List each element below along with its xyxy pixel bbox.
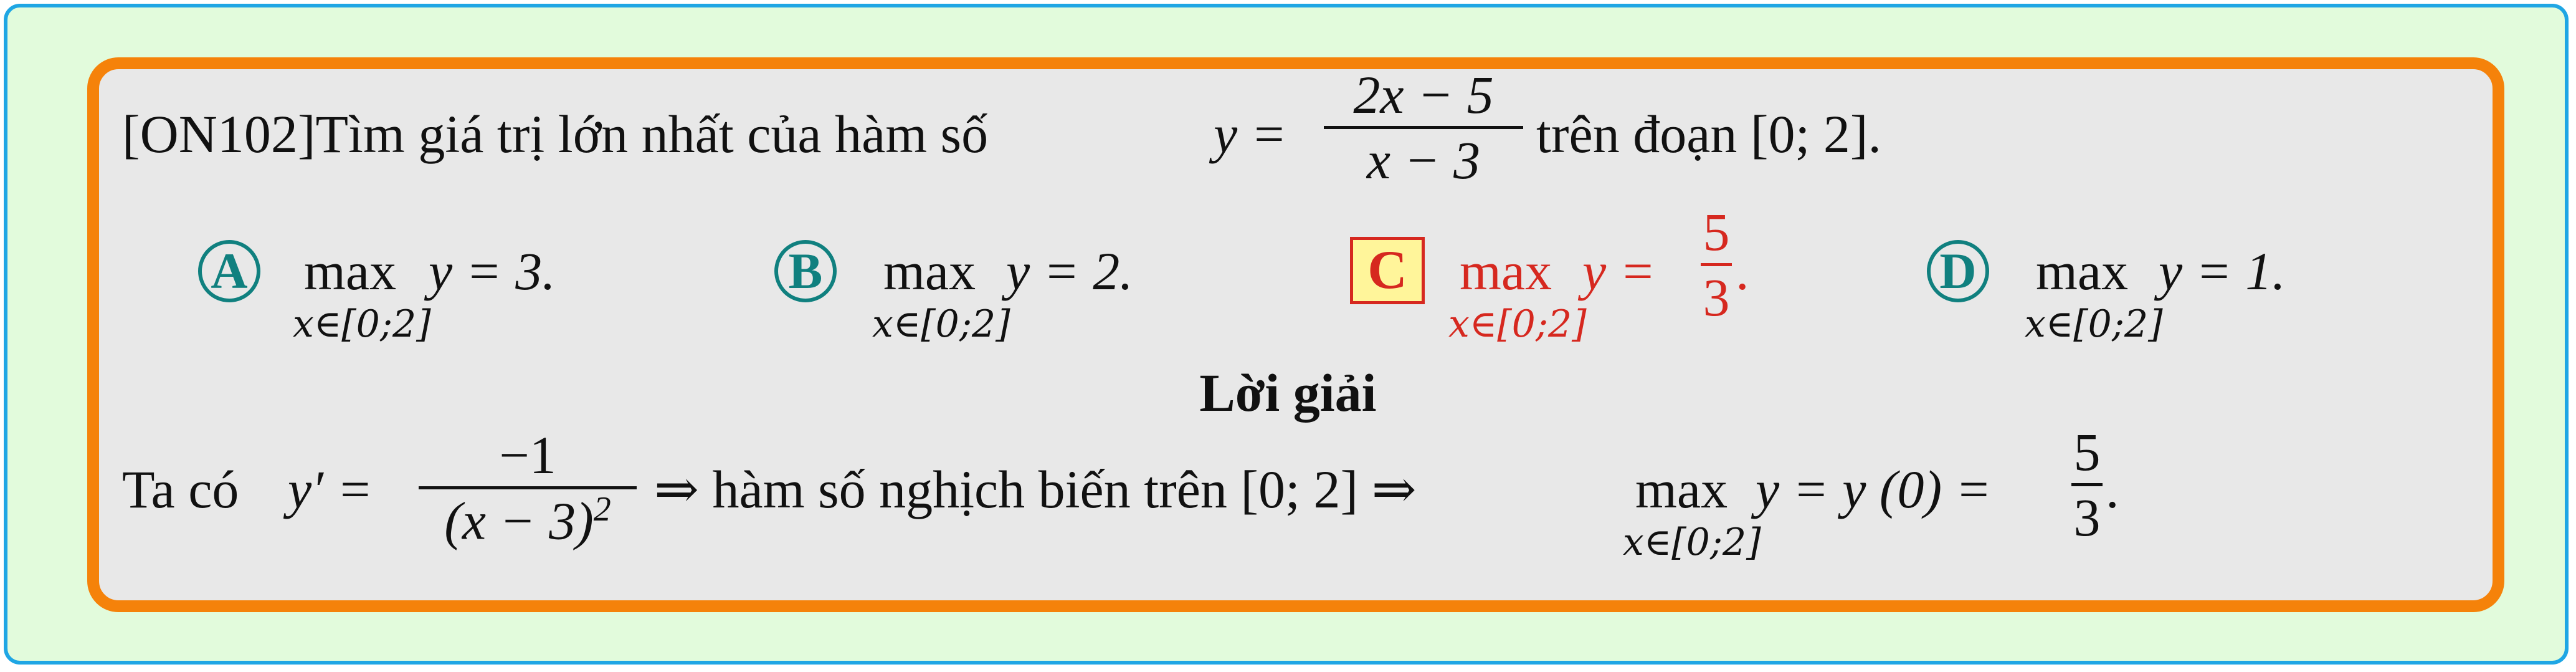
option-d-max: max <box>2036 241 2129 301</box>
option-c-max: max <box>1460 241 1552 301</box>
question-text <box>122 103 988 165</box>
option-d-expr: y = 1. <box>2159 241 2286 301</box>
solution-result: y = y (0) = <box>1756 459 1992 519</box>
question-y-eq: y = <box>1214 104 1287 164</box>
solution-heading: Lời giải <box>1199 363 1377 423</box>
derivative-denominator <box>419 489 637 552</box>
question-tail: trên đoạn [0; 2]. <box>1536 104 1882 164</box>
solution-subscript: x∈[0;2] <box>1623 521 1761 564</box>
option-c-expr: y = <box>1582 241 1656 301</box>
result-denominator: 3 <box>2073 487 2101 547</box>
solution-yprime: y′ = <box>288 459 373 519</box>
result-fraction <box>2071 421 2103 549</box>
derivative-base: (x − 3) <box>444 491 594 551</box>
derivative-fraction <box>419 424 637 552</box>
solution-ta-co: Ta có <box>122 459 239 519</box>
solution-implication: ⇒ hàm số nghịch biến trên [0; 2] ⇒ <box>654 459 1417 519</box>
question-prompt: Tìm giá trị lớn nhất của hàm số <box>315 104 989 164</box>
option-a-expr: y = 3. <box>429 241 556 301</box>
derivative-exponent: 2 <box>593 490 611 529</box>
option-a-badge[interactable]: A <box>198 240 260 302</box>
option-c-fraction <box>1701 201 1732 329</box>
question-code: [ON102] <box>122 104 316 164</box>
option-d-badge[interactable]: D <box>1927 240 1989 302</box>
option-a-max: max <box>304 241 397 301</box>
result-dot: . <box>2106 459 2119 519</box>
option-b-max: max <box>883 241 976 301</box>
option-d-subscript: x∈[0;2] <box>2025 302 2163 346</box>
fraction-numerator: 2x − 5 <box>1353 65 1494 125</box>
solution-max: max <box>1635 459 1728 519</box>
option-b-expr: y = 2. <box>1006 241 1133 301</box>
result-numerator: 5 <box>2073 422 2101 482</box>
question-fraction <box>1324 64 1523 191</box>
option-c-dot: . <box>1736 241 1749 301</box>
option-c-subscript: x∈[0;2] <box>1448 302 1587 346</box>
option-b-subscript: x∈[0;2] <box>872 302 1010 346</box>
option-c-badge[interactable]: C <box>1350 237 1425 304</box>
option-b-badge[interactable]: B <box>774 240 837 302</box>
option-c-numerator: 5 <box>1703 202 1730 262</box>
derivative-numerator: −1 <box>499 425 556 485</box>
fraction-denominator: x − 3 <box>1366 130 1481 190</box>
option-c-denominator: 3 <box>1703 267 1730 327</box>
option-a-subscript: x∈[0;2] <box>293 302 431 346</box>
